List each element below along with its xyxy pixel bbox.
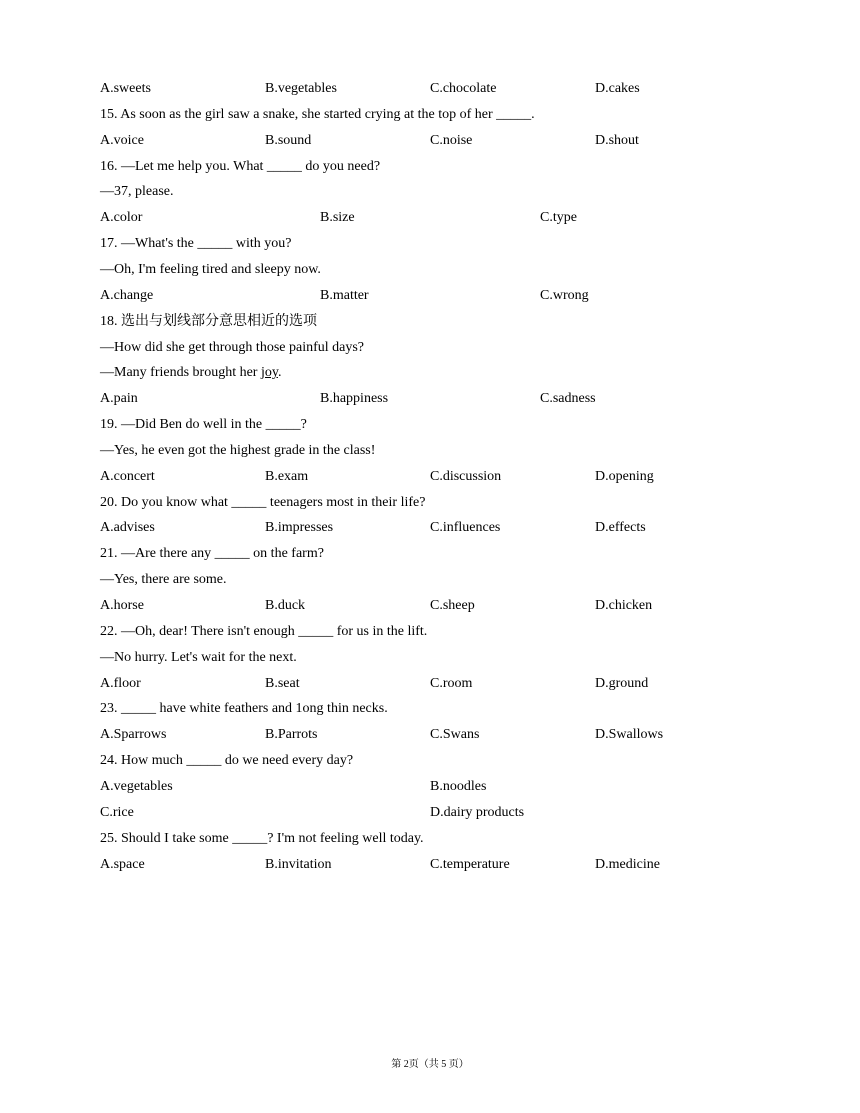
answer-option: B.seat: [265, 676, 300, 691]
answer-option: C.rice: [100, 805, 134, 820]
answer-option: C.sheep: [430, 598, 475, 613]
answer-option: A.floor: [100, 676, 141, 691]
question-line: [100, 364, 281, 382]
question-line: 19. —Did Ben do well in the _____?: [100, 417, 307, 432]
answer-option: D.ground: [595, 676, 649, 691]
question-line: —Oh, I'm feeling tired and sleepy now.: [100, 262, 321, 277]
answer-option: B.matter: [320, 288, 369, 303]
answer-option: C.type: [540, 210, 577, 225]
answer-option: C.influences: [430, 520, 501, 535]
answer-option: B.size: [320, 210, 355, 225]
question-line: —Yes, he even got the highest grade in the class!: [100, 443, 376, 458]
answer-option: B.Parrots: [265, 727, 318, 742]
answer-option: A.space: [100, 857, 145, 872]
answer-option: B.happiness: [320, 391, 389, 406]
answer-option: C.noise: [430, 133, 473, 148]
answer-option: A.concert: [100, 469, 155, 484]
question-line: —37, please.: [100, 184, 174, 199]
answer-option: C.temperature: [430, 857, 510, 872]
question-line: 25. Should I take some _____? I'm not feeling well today.: [100, 831, 424, 846]
answer-option: C.wrong: [540, 288, 589, 303]
answer-option: D.medicine: [595, 857, 660, 872]
answer-option: B.noodles: [430, 779, 487, 794]
answer-option: A.advises: [100, 520, 155, 535]
question-line: —No hurry. Let's wait for the next.: [100, 650, 297, 665]
answer-option: D.effects: [595, 520, 646, 535]
question-line: 18. 选出与划线部分意思相近的选项: [100, 314, 317, 329]
answer-option: A.voice: [100, 133, 144, 148]
question-line: 23. _____ have white feathers and 1ong thin necks.: [100, 701, 388, 716]
answer-option: B.sound: [265, 133, 312, 148]
answer-option: C.room: [430, 676, 473, 691]
answer-option: A.Sparrows: [100, 727, 167, 742]
answer-option: A.vegetables: [100, 779, 173, 794]
answer-option: D.opening: [595, 469, 654, 484]
question-line: 17. —What's the _____ with you?: [100, 236, 292, 251]
answer-option: A.sweets: [100, 81, 151, 96]
question-line: 22. —Oh, dear! There isn't enough _____ for us in the lift.: [100, 624, 428, 639]
line-text: .: [277, 365, 282, 380]
answer-option: B.invitation: [265, 857, 332, 872]
answer-option: D.shout: [595, 133, 639, 148]
question-line: —Yes, there are some.: [100, 572, 227, 587]
question-line: 20. Do you know what _____ teenagers most in their life?: [100, 495, 426, 510]
answer-option: C.chocolate: [430, 81, 497, 96]
answer-option: C.discussion: [430, 469, 502, 484]
answer-option: A.horse: [100, 598, 144, 613]
answer-option: C.sadness: [540, 391, 596, 406]
answer-option: D.dairy products: [430, 805, 525, 820]
answer-option: B.impresses: [265, 520, 334, 535]
question-line: —How did she get through those painful days?: [100, 340, 365, 355]
line-text: —Many friends brought her: [100, 365, 261, 380]
underlined-word: joy: [260, 365, 278, 380]
question-line: 21. —Are there any _____ on the farm?: [100, 546, 324, 561]
question-line: 24. How much _____ do we need every day?: [100, 753, 354, 768]
answer-option: B.vegetables: [265, 81, 337, 96]
question-line: 16. —Let me help you. What _____ do you need?: [100, 159, 381, 174]
answer-option: B.duck: [265, 598, 306, 613]
page-footer: 第 2页（共 5 页）: [391, 1059, 469, 1070]
answer-option: B.exam: [265, 469, 309, 484]
answer-option: A.color: [100, 210, 143, 225]
answer-option: A.change: [100, 288, 154, 303]
answer-option: C.Swans: [430, 727, 480, 742]
answer-option: D.chicken: [595, 598, 653, 613]
answer-option: D.cakes: [595, 81, 640, 96]
answer-option: D.Swallows: [595, 727, 664, 742]
answer-option: A.pain: [100, 391, 138, 406]
question-line: 15. As soon as the girl saw a snake, she started crying at the top of her _____.: [100, 107, 535, 122]
